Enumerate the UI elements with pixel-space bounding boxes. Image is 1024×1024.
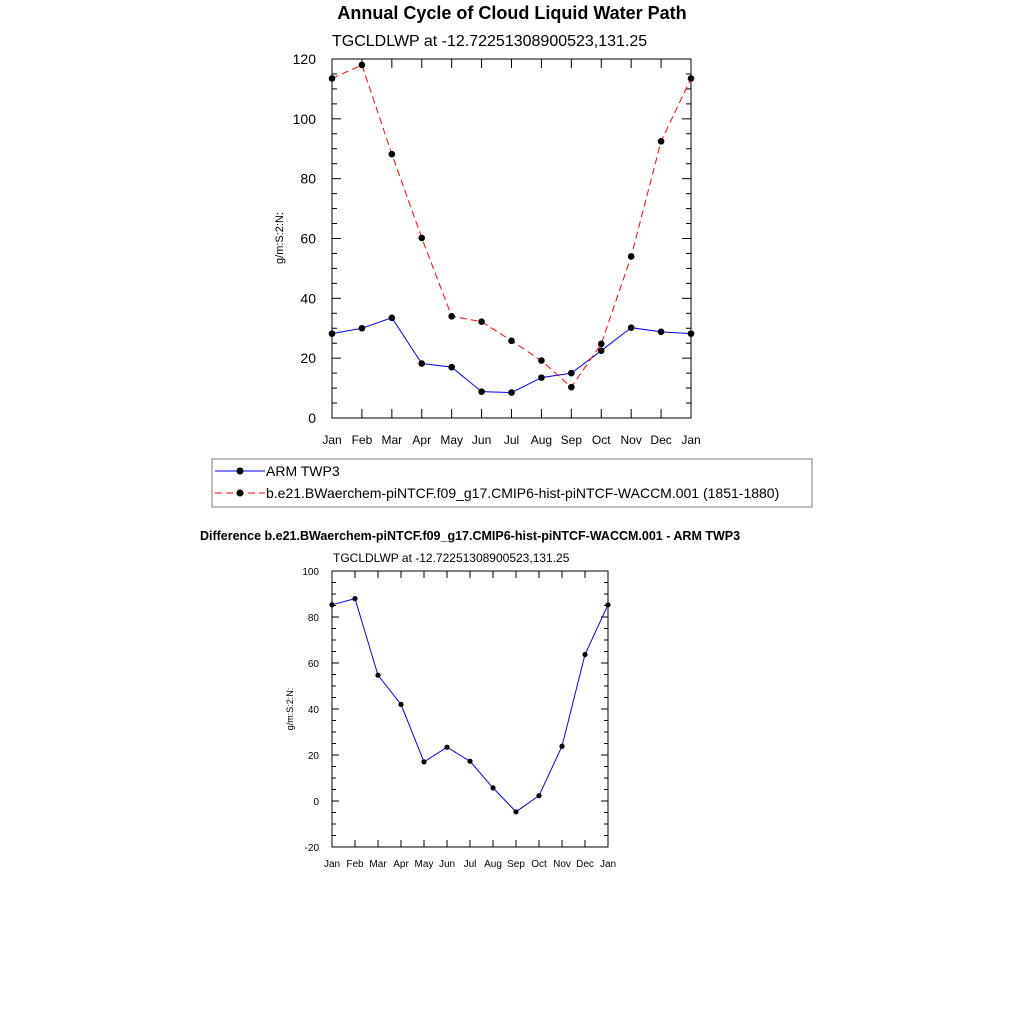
chart2-ytick-label: 100 (302, 567, 319, 578)
chart2-xtick-label: Oct (531, 859, 547, 870)
chart1-series-1-point (359, 62, 366, 69)
chart1-xtick-label: Jul (503, 433, 520, 447)
chart2-xtick-label: Jul (463, 859, 477, 870)
chart2-xtick-label: May (414, 859, 434, 870)
chart1-series-0-point (628, 324, 635, 331)
chart1-xtick-label: Jun (471, 433, 492, 447)
chart2-ytick-label: 0 (313, 797, 319, 808)
chart1-series-1-point (478, 318, 485, 325)
chart1-xtick-label: Sep (560, 433, 583, 447)
chart1-series-1-point (538, 357, 545, 364)
chart2-series-0-point (513, 809, 518, 814)
chart2-ytick-label: 60 (307, 659, 319, 670)
chart1-frame (332, 59, 691, 418)
chart2-xtick-label: Dec (576, 859, 594, 870)
chart1-series-1-point (329, 75, 336, 82)
chart1-axes (293, 51, 701, 447)
chart1-series-0-point (448, 364, 455, 371)
chart2-xtick-label: Jun (438, 859, 456, 870)
chart1-series-1-point (389, 151, 396, 158)
chart2-series-line-0 (332, 599, 608, 812)
chart2-series-0-point (329, 602, 334, 607)
legend-marker-arm (237, 468, 244, 475)
chart1-ytick-label: 100 (292, 110, 316, 127)
chart1-series-0-point (359, 325, 366, 332)
chart1-xtick-label: Aug (530, 433, 553, 447)
chart1-series-0-point (508, 389, 515, 396)
chart2-series-0-point (421, 759, 426, 764)
chart2-title: Difference b.e21.BWaerchem-piNTCF.f09_g17.CMIP6-hist-piNTCF-WACCM.001 - ARM TWP3 (199, 529, 741, 543)
chart2-xtick-label: Aug (484, 859, 502, 870)
chart1-series (329, 62, 695, 396)
chart1-series-0-point (329, 330, 336, 337)
chart1-series-0-point (389, 314, 396, 321)
chart2-series-0-point (490, 785, 495, 790)
chart1-series-line-0 (332, 318, 691, 393)
legend-label-model: b.e21.BWaerchem-piNTCF.f09_g17.CMIP6-hist-piNTCF-WACCM.001 (1851-1880) (266, 485, 780, 501)
chart1-series-1-point (688, 75, 695, 82)
chart2-ytick-label: -20 (304, 843, 319, 854)
chart2-frame (332, 571, 608, 847)
chart1-xtick-label: Feb (351, 433, 373, 447)
chart2-xtick-label: Jan (599, 859, 617, 870)
chart2-xtick-label: Jan (323, 859, 341, 870)
chart2-series-0-point (444, 745, 449, 750)
chart2-ytick-label: 80 (307, 613, 319, 624)
chart1-series-0-point (538, 374, 545, 381)
chart1-xtick-label: Jan (681, 433, 701, 447)
chart2-xtick-label: Sep (507, 859, 525, 870)
chart1-xtick-label: Nov (620, 433, 642, 447)
chart2-series-0-point (559, 744, 564, 749)
chart1-xtick-label: May (440, 433, 464, 447)
chart1-series-0-point (688, 330, 695, 337)
chart1-series-1-point (418, 235, 425, 242)
chart1-series-1-point (598, 341, 605, 348)
chart2-xtick-label: Feb (346, 859, 364, 870)
chart2-series-0-point (536, 793, 541, 798)
chart1-subtitle: TGCLDLWP at -12.72251308900523,131.25 (332, 33, 648, 50)
chart1-xtick-label: Dec (650, 433, 672, 447)
legend (212, 459, 812, 507)
chart2-series (329, 596, 610, 814)
chart1-title: Annual Cycle of Cloud Liquid Water Path (337, 3, 687, 23)
chart2-series-0-point (352, 596, 357, 601)
chart1-series-1-point (508, 338, 515, 345)
chart1-xtick-label: Oct (591, 433, 611, 447)
chart2-series-0-point (398, 702, 403, 707)
chart1-ytick-label: 40 (300, 290, 316, 307)
chart2-xtick-label: Mar (369, 859, 387, 870)
chart1-series-0-point (478, 388, 485, 395)
chart1-ytick-label: 60 (300, 230, 316, 247)
legend-label-arm: ARM TWP3 (266, 463, 340, 479)
chart1-ytick-label: 80 (300, 170, 316, 187)
chart1-xtick-label: Jan (322, 433, 342, 447)
chart1-xtick-label: Apr (412, 433, 432, 447)
chart2-ytick-label: 40 (307, 705, 319, 716)
chart2-series-0-point (375, 673, 380, 678)
chart1-series-1-point (628, 253, 635, 260)
chart1-xtick-label: Mar (381, 433, 403, 447)
chart2-subtitle: TGCLDLWP at -12.72251308900523,131.25 (333, 551, 570, 565)
chart1-ytick-label: 20 (300, 350, 316, 367)
chart1-series-0-point (658, 329, 665, 336)
chart2-series-0-point (605, 602, 610, 607)
chart2-xtick-label: Nov (553, 859, 571, 870)
chart2-series-0-point (467, 759, 472, 764)
chart2-ytick-label: 20 (307, 751, 319, 762)
chart1-series-0-point (598, 347, 605, 354)
chart1-series-0-point (568, 370, 575, 377)
chart1-ytick-label: 120 (292, 51, 316, 67)
chart1-series-1-point (568, 384, 575, 391)
chart2-series-0-point (582, 652, 587, 657)
chart2-ylabel: g/m:S:2:N: (285, 687, 295, 731)
chart1-series-1-point (448, 313, 455, 320)
chart1-ylabel: g/m:S:2:N: (274, 212, 286, 264)
chart1-series-0-point (418, 360, 425, 367)
chart1-ytick-label: 0 (308, 410, 316, 426)
legend-marker-model (237, 490, 244, 497)
chart2-xtick-label: Apr (393, 859, 409, 870)
chart1-series-1-point (658, 138, 665, 145)
